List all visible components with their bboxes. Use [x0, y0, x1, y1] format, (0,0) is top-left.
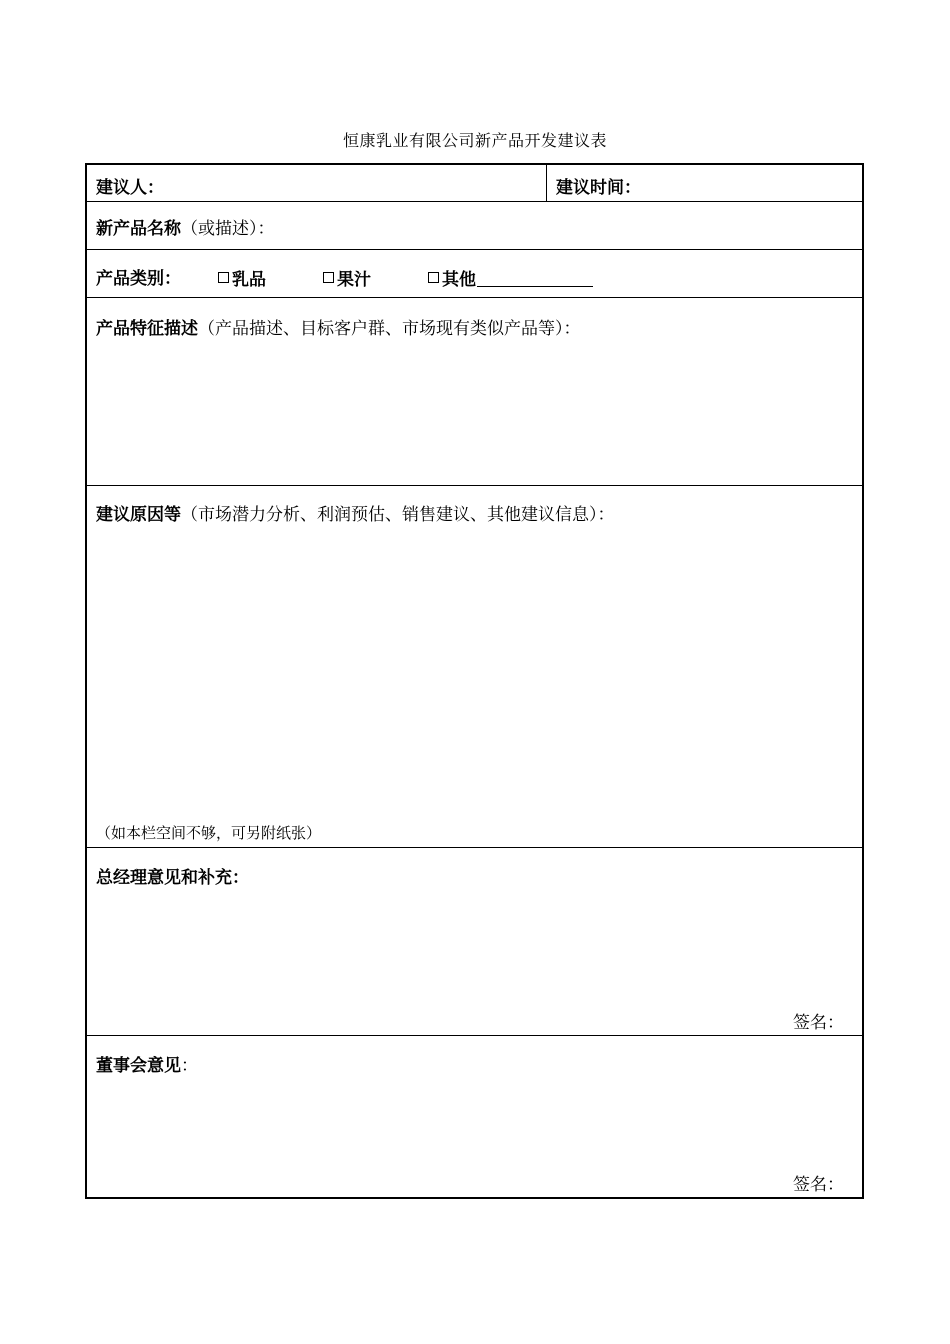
checkbox-icon[interactable] — [323, 272, 334, 283]
product-name-label: 新产品名称 — [96, 219, 181, 239]
board-signature-label: 签名： — [793, 1175, 844, 1195]
gm-label: 总经理意见和补充： — [96, 868, 249, 888]
board-heading — [96, 1051, 198, 1076]
category-option-other[interactable] — [428, 265, 593, 290]
checkbox-icon[interactable] — [218, 272, 229, 283]
other-fill-line[interactable] — [477, 269, 593, 287]
page-title: 恒康乳业有限公司新产品开发建议表 — [342, 131, 607, 150]
reasons-hint: （市场潜力分析、利润预估、销售建议、其他建议信息）： — [181, 505, 615, 525]
gm-signature-label: 签名： — [793, 1013, 844, 1033]
row-product-features[interactable] — [87, 298, 862, 486]
category-option-label: 果汁 — [337, 270, 371, 290]
category-option-label: 其他 — [442, 270, 476, 290]
row-proposal-reasons[interactable] — [87, 486, 862, 848]
row-product-name — [87, 202, 862, 250]
product-name-field[interactable] — [96, 214, 275, 239]
checkbox-icon[interactable] — [428, 272, 439, 283]
proposal-form — [85, 163, 864, 1199]
features-heading — [96, 314, 581, 339]
reasons-label: 建议原因等 — [96, 505, 181, 525]
row-product-category — [87, 250, 862, 298]
row-board-opinion[interactable] — [87, 1036, 862, 1197]
reasons-heading — [96, 500, 615, 525]
reasons-note: （如本栏空间不够，可另附纸张） — [96, 824, 322, 842]
features-hint: （产品描述、目标客户群、市场现有类似产品等）： — [198, 319, 581, 339]
category-label: 产品类别： — [96, 269, 181, 289]
row-proposer — [87, 165, 862, 202]
product-name-hint: （或描述）： — [181, 219, 275, 239]
board-label: 董事会意见 — [96, 1056, 181, 1076]
category-option-label: 乳品 — [232, 270, 266, 290]
column-divider — [546, 165, 547, 201]
category-option-dairy[interactable] — [218, 265, 266, 290]
features-label: 产品特征描述 — [96, 319, 198, 339]
row-gm-opinion[interactable] — [87, 848, 862, 1036]
category-option-juice[interactable] — [323, 265, 371, 290]
board-colon: ： — [181, 1056, 198, 1076]
proposer-label: 建议人： — [96, 178, 164, 198]
proposal-time-label: 建议时间： — [556, 178, 641, 198]
